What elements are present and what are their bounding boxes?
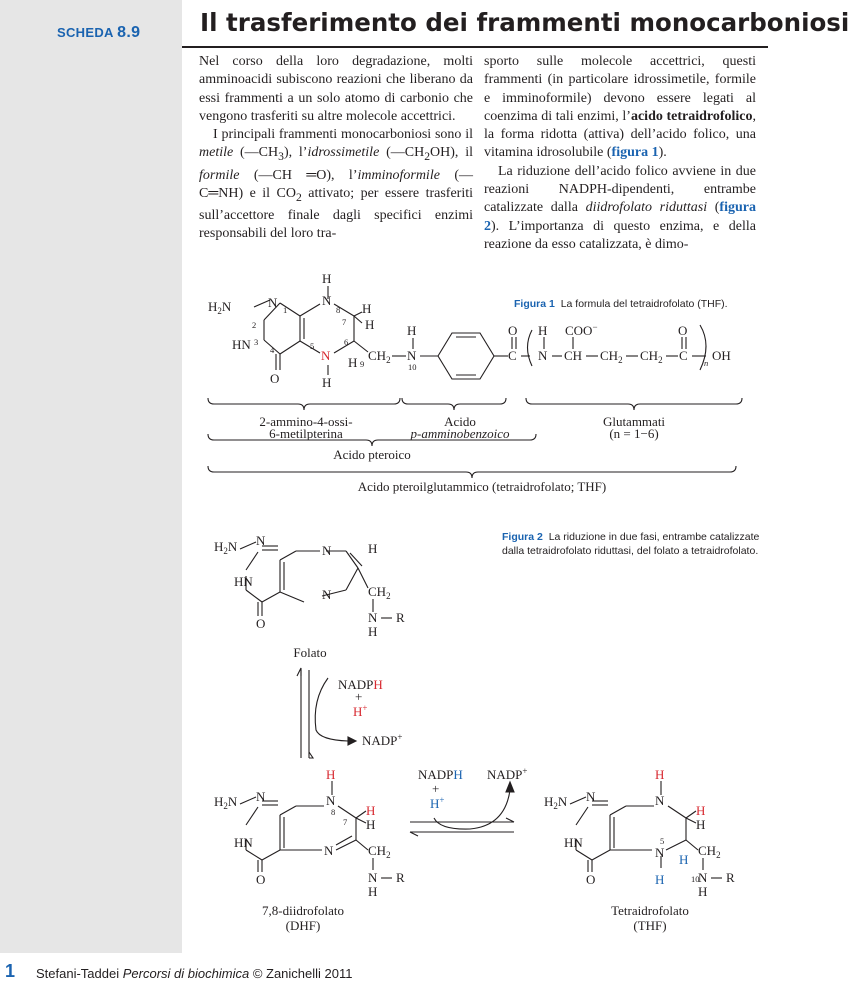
svg-text:C: C	[508, 348, 517, 363]
svg-text:R: R	[396, 610, 405, 625]
folate-structure	[214, 533, 405, 639]
svg-text:H: H	[679, 852, 689, 867]
svg-text:N: N	[698, 870, 708, 885]
svg-text:NADPH: NADPH	[338, 677, 383, 692]
svg-text:n: n	[704, 358, 709, 368]
svg-text:N: N	[322, 293, 332, 308]
text-column-right: sporto sulle molecole accettrici, questi frammenti (in particolare idrossimetile, formile e imminoformile) devono essere legati al coenzima di tali enzimi, l’acido tetraidrofolico, la forma ridotta (attiva) dell’acido folico, una vitamina idrosolubile (figura 1). La riduzione dell’acido folico avviene in due reazioni NADPH-dipendenti, entrambe catalizzate dalla diidrofolato riduttasi (figura 2). L’importanza di questo enzima, e della reazione da esso catalizzata, è dimo-	[484, 54, 757, 252]
reaction-arrow-2	[410, 766, 527, 836]
svg-text:CH2: $CH_2$	[368, 843, 391, 860]
svg-text:N: N	[368, 610, 378, 625]
reaction-arrow-1	[297, 668, 402, 758]
footer-credit: Stefani-Taddei Percorsi di biochimica © Zanichelli 2011	[36, 966, 353, 981]
svg-text:6: 6	[344, 337, 349, 347]
svg-text:CH2: $CH_2$	[368, 348, 391, 365]
svg-text:O: O	[256, 616, 266, 631]
svg-text:NADPH: NADPH	[418, 767, 463, 782]
svg-text:N: N	[256, 533, 266, 548]
svg-text:H: H	[322, 375, 332, 390]
svg-text:+: +	[355, 689, 363, 704]
svg-text:8: 8	[331, 807, 336, 817]
thf-structure	[208, 271, 731, 390]
svg-text:1: 1	[283, 305, 288, 315]
svg-text:N: N	[322, 587, 332, 602]
svg-text:O: O	[256, 872, 266, 887]
svg-text:H: H	[365, 317, 375, 332]
svg-text:CH2: $CH_2$	[698, 843, 721, 860]
scheda-label: SCHEDA 8.9	[57, 24, 141, 41]
svg-text:+: +	[432, 781, 440, 796]
svg-text:O: O	[270, 371, 280, 386]
svg-text:N: N	[324, 843, 334, 858]
svg-text:H: H	[366, 817, 376, 832]
text-column-left: Nel corso della loro degradazione, molti amminoacidi subiscono reazioni che liberano da essi frammenti a un solo atomo di carbonio che vengono trasferiti su altre molecole accettrici. I principali frammenti monocarboniosi sono il metile $(—CH_3)$, l’idrossimetile $(—CH_2OH)$, il formile (—CH ═O), l’imminoformile (—C═NH) e il $CO_2$ attivato; per essere trasferiti sull’accettore finale dagli specifici enzimi responsabili del loro tra-	[199, 54, 474, 242]
thf-name: Tetraidrofolato	[611, 903, 689, 918]
svg-text:HN: HN	[564, 835, 583, 850]
svg-text:COO−: COO−	[565, 322, 598, 338]
svg-text:H: H	[368, 624, 378, 639]
thf-abbr: (THF)	[633, 918, 667, 933]
svg-text:H: H	[698, 884, 708, 899]
svg-text:CH: CH	[564, 348, 583, 363]
figure1-caption: Figura 1 La formula del tetraidrofolato (THF).	[514, 298, 728, 310]
svg-text:R: R	[396, 870, 405, 885]
group-pterin-line1: 2-ammino-4-ossi-	[259, 414, 353, 429]
svg-text:N: N	[586, 789, 596, 804]
page-number: 1	[5, 961, 16, 981]
svg-text:C: C	[679, 348, 688, 363]
svg-text:O: O	[586, 872, 596, 887]
svg-text:2: 2	[252, 320, 257, 330]
svg-text:OH: OH	[712, 348, 731, 363]
svg-text:7: 7	[343, 817, 348, 827]
svg-text:H: H	[696, 803, 706, 818]
svg-text:N: N	[326, 793, 336, 808]
svg-text:H2N: $H_2N$	[214, 794, 238, 811]
figure2-caption: Figura 2 La riduzione in due fasi, entrambe catalizzate dalla tetraidrofolato riduttasi, del folato a tetraidrofolato.	[502, 531, 760, 557]
thf-structure-2	[544, 767, 735, 899]
svg-text:H2N: $H_2N$	[544, 794, 568, 811]
svg-text:N: N	[268, 295, 278, 310]
svg-text:H: H	[407, 323, 417, 338]
svg-text:CH2: $CH_2$	[368, 584, 391, 601]
svg-text:R: R	[726, 870, 735, 885]
svg-text:N: N	[322, 543, 332, 558]
svg-text:H: H	[362, 301, 372, 316]
svg-text:N: N	[256, 789, 266, 804]
svg-text:H+: H+	[353, 703, 368, 719]
svg-text:HN: HN	[234, 574, 253, 589]
svg-text:5: 5	[660, 836, 665, 846]
group-pab-line1: Acido	[444, 414, 476, 429]
svg-text:H: H	[322, 271, 332, 286]
svg-text:HN: HN	[234, 835, 253, 850]
svg-text:N: N	[368, 870, 378, 885]
svg-text:3: 3	[254, 337, 259, 347]
svg-text:H: H	[366, 803, 376, 818]
group-full: Acido pteroilglutammico (tetraidrofolato; THF)	[357, 479, 607, 494]
group-pab-line2: p-amminobenzoico	[410, 426, 510, 441]
svg-text:N: N	[407, 348, 417, 363]
svg-text:10: 10	[408, 362, 417, 372]
svg-text:H: H	[655, 872, 665, 887]
svg-text:NADP+: NADP+	[362, 732, 403, 748]
svg-text:5: 5	[310, 341, 315, 351]
svg-text:H: H	[655, 767, 665, 782]
svg-text:10: 10	[691, 874, 700, 884]
svg-text:N: N	[538, 348, 548, 363]
dhf-name: 7,8-diidrofolato	[262, 903, 344, 918]
folate-label: Folato	[293, 645, 327, 660]
svg-text:H: H	[368, 541, 378, 556]
group-glu-line1: Glutammati	[602, 414, 666, 429]
dhf-structure	[214, 767, 405, 899]
svg-text:O: O	[678, 323, 688, 338]
svg-text:8: 8	[336, 305, 341, 315]
svg-text:CH2: $CH_2$	[640, 348, 663, 365]
page-title: Il trasferimento dei frammenti monocarboniosi	[200, 8, 849, 37]
group-pterin-line2: 6-metilpterina	[269, 426, 343, 441]
dhf-abbr: (DHF)	[285, 918, 321, 933]
svg-text:H: H	[326, 767, 336, 782]
svg-text:7: 7	[342, 317, 347, 327]
svg-text:N: N	[321, 348, 331, 363]
svg-text:NADP+: NADP+	[487, 766, 528, 782]
svg-text:H: H	[348, 355, 358, 370]
svg-text:N: N	[655, 793, 665, 808]
svg-text:H: H	[696, 817, 706, 832]
svg-text:4: 4	[270, 345, 275, 355]
svg-text:H2N: $H_2N$	[214, 539, 238, 556]
svg-text:H: H	[538, 323, 548, 338]
svg-text:HN: HN	[232, 337, 251, 352]
group-pteroic: Acido pteroico	[333, 447, 411, 462]
svg-text:N: N	[655, 845, 665, 860]
group-glu-line2: (n = 1−6)	[609, 426, 659, 441]
svg-text:H2N: $H_2N$	[208, 299, 232, 316]
svg-text:CH2: $CH_2$	[600, 348, 623, 365]
svg-text:O: O	[508, 323, 518, 338]
svg-text:H+: H+	[430, 795, 445, 811]
svg-text:H: H	[368, 884, 378, 899]
svg-text:9: 9	[360, 359, 365, 369]
